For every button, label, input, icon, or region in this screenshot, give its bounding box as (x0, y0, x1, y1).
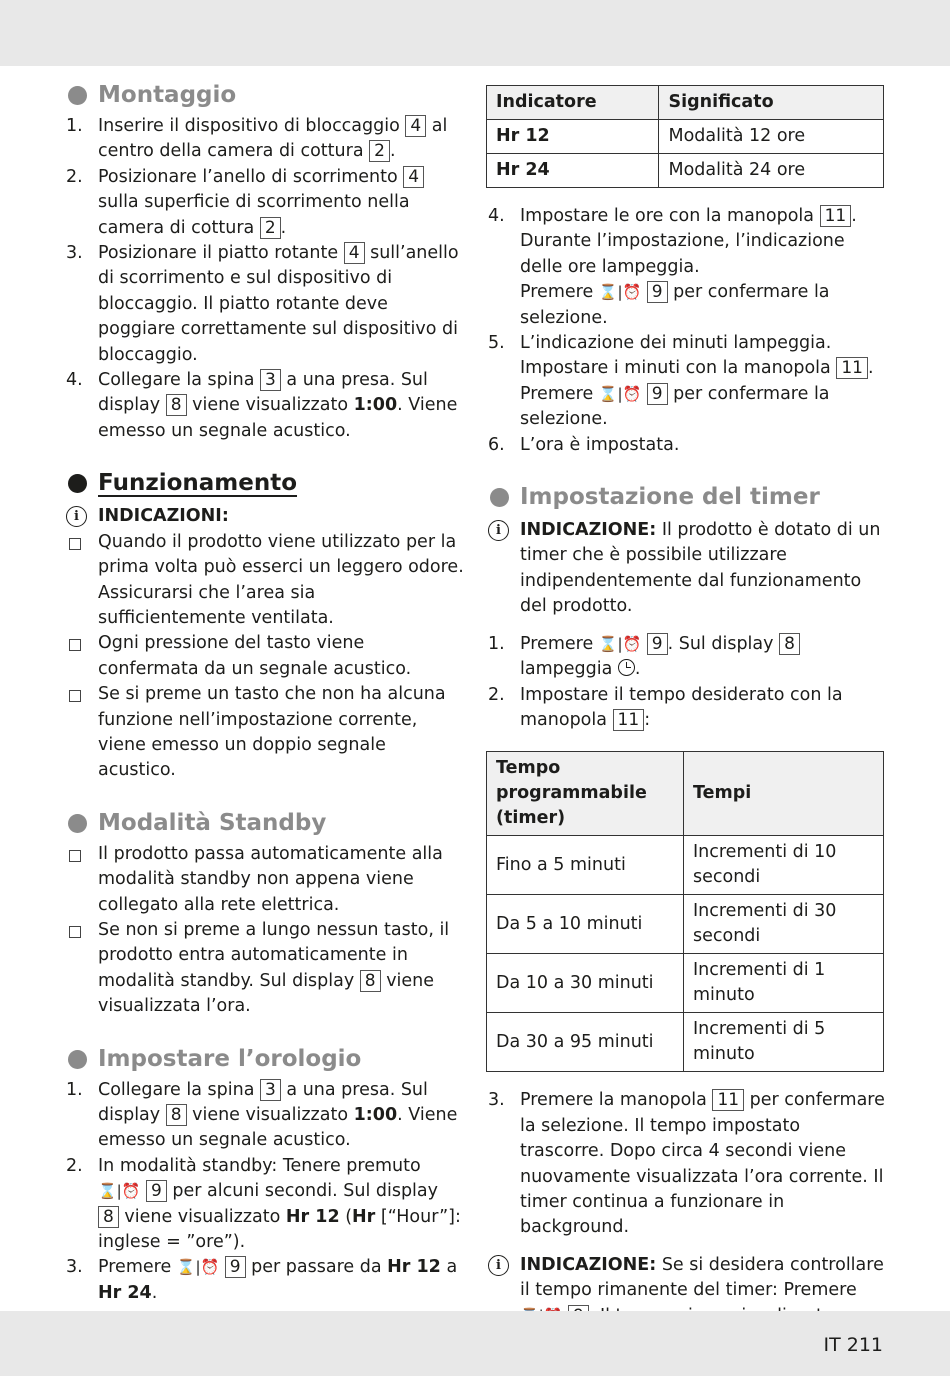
note (486, 518, 886, 620)
table-cell: Hr 12 (487, 120, 659, 154)
note-text: Il prodotto è dotato di un timer che è possibile utilizzare indipendentemente dal funzionamento del prodotto. (520, 520, 881, 617)
table-header: Tempo programmabile (timer) (487, 752, 684, 836)
step-text: Impostare le ore con la manopola (520, 206, 820, 226)
heading-montaggio (64, 78, 464, 112)
part-ref: 4 (344, 242, 365, 264)
heading-orologio (64, 1042, 464, 1076)
step-number: 2. (488, 684, 505, 705)
list-item (64, 682, 464, 784)
list-item (486, 632, 886, 683)
timer-clock-button-icon: ⌛|⏰ (598, 634, 642, 653)
step-text: . (634, 659, 641, 680)
part-ref: 8 (98, 1206, 119, 1228)
info-icon: i (488, 1255, 509, 1276)
bullet-text: viene visualizzata l’ora. (98, 970, 435, 1017)
note (64, 504, 464, 529)
step-text: . Sul display (667, 633, 780, 654)
bullet-icon (68, 474, 87, 493)
page-number: IT 211 (823, 1334, 883, 1356)
list-item (64, 842, 464, 918)
part-ref: 9 (647, 633, 668, 655)
timer-clock-button-icon: ⌛|⏰ (98, 1182, 141, 1201)
note-label: INDICAZIONI: (98, 506, 229, 527)
step-text: Posizionare l’anello di scorrimento (98, 166, 404, 187)
heading-funzionamento (64, 466, 464, 500)
list-item (64, 631, 464, 682)
step-number: 4. (66, 370, 83, 391)
list-item (64, 241, 464, 368)
step-text: per confermare la selezione. Il tempo impostato trascorre. Dopo circa 4 secondi viene nuovamente visualizzata l’ora corrente. Il timer continua a funzionare in background. (520, 1090, 885, 1238)
step-number: 4. (488, 206, 505, 226)
table-row (487, 1013, 884, 1072)
step-text: Premere (98, 1257, 177, 1278)
step-number: 6. (488, 434, 505, 455)
part-ref: 11 (712, 1089, 744, 1111)
step-number: 1. (66, 116, 83, 136)
left-column (64, 78, 464, 1306)
table-row (487, 154, 884, 188)
step-text: L’indicazione dei minuti lampeggia. Impostare i minuti con la manopola (520, 333, 837, 379)
step-text: Collegare la spina (98, 370, 261, 391)
part-ref: 9 (146, 1180, 167, 1202)
heading-text: Impostare l’orologio (98, 1045, 362, 1072)
display-value: 1:00 (353, 1105, 398, 1125)
bullet-icon (68, 1050, 87, 1069)
table-cell: Da 10 a 30 minuti (487, 954, 684, 1013)
step-text: In modalità standby: Tenere premuto (98, 1155, 421, 1176)
step-number: 3. (488, 1090, 505, 1111)
display-value: Hr 12 (387, 1257, 441, 1278)
bullet-text: Se non si preme a lungo nessun tasto, il prodotto entra automaticamente in modalità standby. Sul display (98, 919, 450, 991)
part-ref: 2 (369, 140, 390, 162)
bullet-icon (490, 488, 509, 507)
checkbox-bullet-icon (69, 850, 81, 862)
step-text: L’ora è impostata. (520, 434, 680, 455)
table-cell: Da 30 a 95 minuti (487, 1013, 684, 1072)
display-value: Hr (352, 1206, 376, 1227)
checkbox-bullet-icon (69, 538, 81, 550)
list-item (64, 1154, 464, 1256)
step-text: Inserire il dispositivo di bloccaggio (98, 116, 406, 136)
heading-standby (64, 806, 464, 840)
heading-text: Modalità Standby (98, 809, 327, 836)
table-cell: Modalità 24 ore (659, 154, 884, 188)
step-text: viene visualizzato (118, 1206, 286, 1227)
step-text: [“Hour”]: inglese = ”ore”). (98, 1206, 461, 1253)
step-text: a una presa. Sul display (98, 370, 428, 416)
step-text: viene visualizzato (186, 1105, 354, 1125)
part-ref: 11 (613, 709, 645, 731)
heading-timer (486, 480, 886, 514)
list-item (486, 433, 886, 458)
table-cell: Incrementi di 5 minuto (684, 1013, 884, 1072)
heading-text: Impostazione del timer (520, 484, 820, 511)
heading-text: Funzionamento (98, 470, 298, 497)
table-row (487, 836, 884, 895)
display-value: 1:00 (353, 395, 398, 416)
table-cell: Incrementi di 1 minuto (684, 954, 884, 1013)
header-band (0, 0, 950, 66)
part-ref: 11 (820, 205, 852, 227)
part-ref: 4 (405, 115, 426, 137)
step-text: a una presa. Sul display (98, 1079, 428, 1125)
list-item (64, 918, 464, 1020)
part-ref: 4 (403, 166, 424, 188)
clock-steps-continued (486, 204, 886, 458)
timer-clock-button-icon: ⌛|⏰ (598, 384, 642, 403)
step-text: . (151, 1282, 158, 1303)
bullet-icon (68, 814, 87, 833)
part-ref: 2 (260, 217, 281, 239)
part-ref: 3 (260, 1079, 281, 1101)
part-ref: 8 (166, 1104, 187, 1126)
list-item (486, 204, 886, 331)
timer-clock-button-icon: ⌛|⏰ (176, 1258, 220, 1277)
timer-steps-after (486, 1088, 886, 1240)
step-text: Premere la manopola (520, 1090, 713, 1111)
table-cell: Incrementi di 10 secondi (684, 836, 884, 895)
table-cell: Hr 24 (487, 154, 659, 188)
checkbox-bullet-icon (69, 926, 81, 938)
bullet-icon (68, 86, 87, 105)
timer-clock-button-icon: ⌛|⏰ (598, 283, 642, 302)
orologio-steps (64, 1078, 464, 1307)
part-ref: 8 (360, 970, 381, 992)
standby-bullets (64, 842, 464, 1020)
table-timer (486, 751, 884, 1072)
table-header: Tempi (684, 752, 884, 836)
table-header: Significato (659, 86, 884, 120)
list-item (64, 1078, 464, 1154)
clock-icon (618, 659, 635, 676)
bullet-text: Il prodotto passa automaticamente alla modalità standby non appena viene collegato alla rete elettrica. (98, 843, 443, 915)
part-ref: 11 (836, 357, 868, 379)
part-ref: 3 (260, 369, 281, 391)
note-label: INDICAZIONE: (520, 520, 657, 541)
display-value: Hr 24 (98, 1282, 152, 1303)
step-text: . (280, 217, 287, 238)
step-number: 3. (66, 1257, 83, 1278)
step-text: a (440, 1257, 458, 1278)
funzionamento-bullets (64, 530, 464, 784)
table-cell: Modalità 12 ore (659, 120, 884, 154)
step-number: 2. (66, 1155, 83, 1176)
step-text: . Viene emesso un segnale acustico. (98, 395, 458, 441)
display-value: Hr 12 (285, 1206, 340, 1227)
step-number: 3. (66, 243, 83, 264)
list-item (64, 114, 464, 165)
table-cell: Fino a 5 minuti (487, 836, 684, 895)
step-text: viene visualizzato (186, 395, 354, 416)
bullet-text: Se si preme un tasto che non ha alcuna funzione nell’impostazione corrente, viene emesso un doppio segnale acustico. (98, 684, 446, 781)
list-item (64, 1255, 464, 1306)
timer-steps (486, 632, 886, 734)
step-text: Premere (520, 633, 599, 654)
table-row (487, 954, 884, 1013)
step-text: Impostare il tempo desiderato con la manopola (520, 684, 843, 730)
step-text: . Viene emesso un segnale acustico. (98, 1105, 458, 1151)
part-ref: 9 (225, 1256, 246, 1278)
step-text: per confermare la selezione. (520, 383, 830, 430)
table-row (487, 120, 884, 154)
footer-band (0, 1311, 950, 1376)
part-ref: 9 (647, 281, 668, 303)
table-cell: Da 5 a 10 minuti (487, 895, 684, 954)
list-item (64, 530, 464, 632)
step-text: sull’anello di scorrimento e sul dispositivo di bloccaggio. Il piatto rotante deve poggiare correttamente sul dispositivo di bloccaggio. (98, 243, 459, 365)
list-item (64, 368, 464, 444)
step-text: . (389, 141, 396, 162)
part-ref: 9 (647, 383, 668, 405)
step-number: 1. (66, 1079, 83, 1100)
list-item (486, 683, 886, 734)
step-number: 1. (488, 633, 505, 654)
heading-text: Montaggio (98, 82, 237, 108)
step-text: per passare da (245, 1257, 388, 1278)
step-text: Collegare la spina (98, 1079, 261, 1100)
note-label: INDICAZIONE: (520, 1254, 657, 1275)
step-text: al centro della camera di cottura (98, 116, 448, 162)
table-indicatore (486, 85, 884, 188)
checkbox-bullet-icon (69, 690, 81, 702)
table-row (487, 895, 884, 954)
right-column (486, 85, 886, 1354)
step-text: Posizionare il piatto rotante (98, 243, 344, 264)
table-cell: Incrementi di 30 secondi (684, 895, 884, 954)
montaggio-steps (64, 114, 464, 444)
list-item (486, 331, 886, 433)
step-text: : (644, 709, 651, 730)
part-ref: 8 (166, 394, 187, 416)
step-text: Premere (520, 383, 599, 404)
step-text: lampeggia (520, 659, 618, 680)
checkbox-bullet-icon (69, 639, 81, 651)
step-text: sulla superficie di scorrimento nella camera di cottura (98, 192, 410, 238)
note-text: Se si desidera controllare il tempo rimanente del timer: Premere (520, 1254, 884, 1301)
info-icon: i (66, 506, 87, 527)
step-number: 5. (488, 333, 505, 354)
step-text: per alcuni secondi. Sul display (166, 1181, 439, 1202)
step-text: . Durante l’impostazione, l’indicazione delle ore lampeggia. (520, 206, 857, 277)
part-ref: 8 (779, 633, 800, 655)
info-icon: i (488, 520, 509, 541)
step-number: 2. (66, 166, 83, 187)
step-text: per confermare la selezione. (520, 282, 830, 328)
table-header-row (487, 86, 884, 120)
table-header: Indicatore (487, 86, 659, 120)
table-header-row (487, 752, 884, 836)
list-item (486, 1088, 886, 1240)
step-text: Premere (520, 282, 599, 303)
list-item (64, 165, 464, 241)
bullet-text: Quando il prodotto viene utilizzato per la prima volta può esserci un leggero odore. Assicurarsi che l’area sia sufficientemente ventilata. (98, 531, 464, 628)
step-text: . (867, 358, 874, 379)
step-text: ( (339, 1206, 353, 1227)
bullet-text: Ogni pressione del tasto viene confermata da un segnale acustico. (98, 633, 412, 679)
